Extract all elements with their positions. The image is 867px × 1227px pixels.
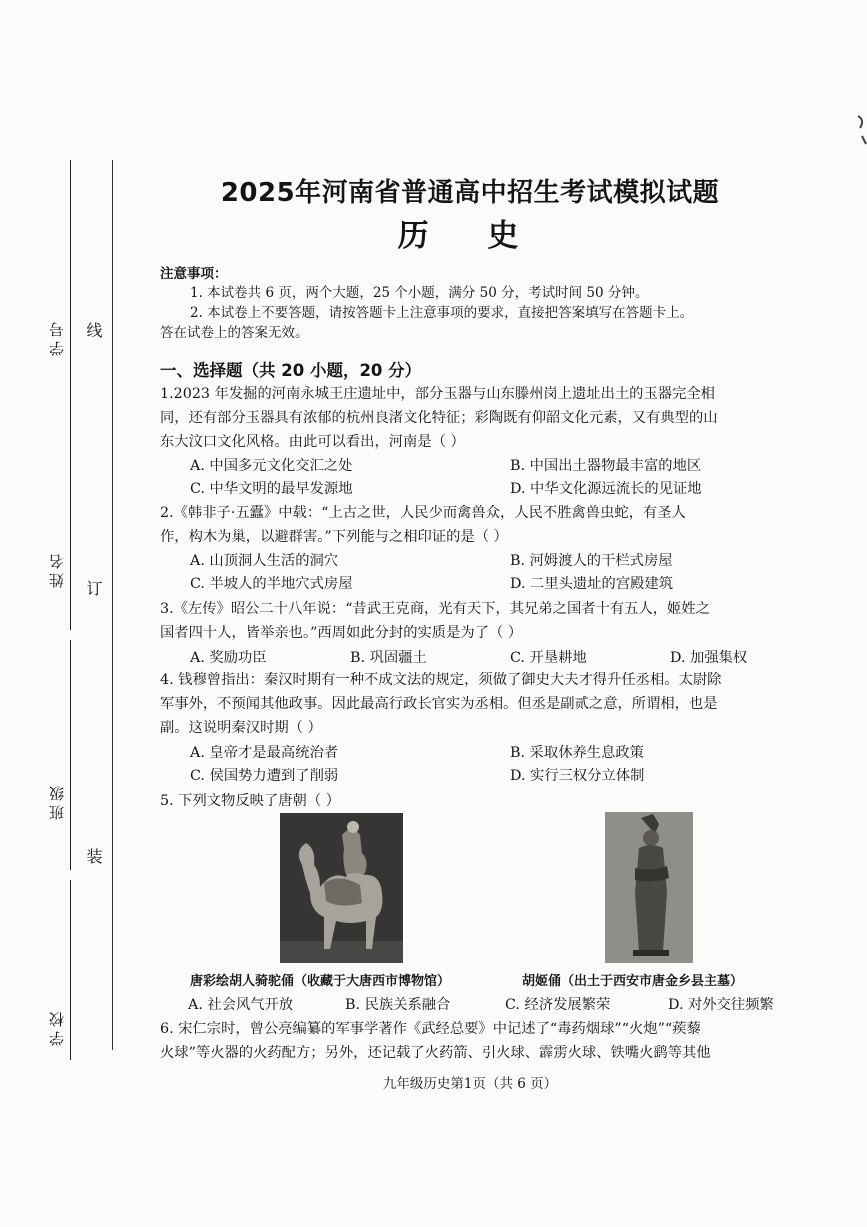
class-label: 班级	[48, 782, 66, 820]
binding-mark-line: 线	[84, 322, 103, 338]
question-4-line: 副。这说明秦汉时期（ ）	[160, 720, 322, 736]
option-a: A. 山顶洞人生活的洞穴	[190, 553, 339, 569]
exam-title: 2025年河南省普通高中招生考试模拟试题	[220, 178, 720, 208]
option-d: D. 实行三权分立体制	[510, 768, 645, 784]
student-id-field[interactable]	[70, 160, 71, 400]
question-4-line: 4. 钱穆曾指出：秦汉时期有一种不成文法的规定，须做了御史大夫才得升任丞相。太尉除	[160, 672, 722, 688]
option-d: D. 加强集权	[670, 650, 748, 666]
option-b: B. 中国出土器物最丰富的地区	[510, 458, 702, 474]
option-d: D. 二里头遗址的宫殿建筑	[510, 576, 674, 592]
page-footer: 九年级历史第1页（共 6 页）	[382, 1076, 558, 1092]
question-6-line: 火球”等火器的火药配方；另外，还记载了火药箭、引火球、霹雳火球、铁嘴火鹞等其他	[160, 1045, 711, 1061]
option-a: A. 奖励功臣	[190, 650, 267, 666]
option-c: C. 侯国势力遭到了削弱	[190, 768, 339, 784]
option-b: B. 民族关系融合	[345, 997, 451, 1013]
option-a: A. 皇帝才是最高统治者	[190, 745, 339, 761]
question-4-line: 军事外，不预闻其他政事。因此最高行政长官实为丞相。但丞是副贰之意，所谓相，也是	[160, 696, 718, 712]
question-1-line: 1.2023 年发掘的河南永城王庄遗址中，部分玉器与山东滕州岗上遗址出土的玉器完全相	[160, 386, 715, 402]
name-field[interactable]	[70, 400, 71, 630]
binding-mark-staple: 订	[84, 580, 103, 596]
scan-edge-artifact	[856, 110, 867, 150]
option-d: D. 中华文化源远流长的见证地	[510, 481, 702, 497]
option-a: A. 中国多元文化交汇之处	[190, 458, 353, 474]
image-caption: 胡姬俑（出土于西安市唐金乡县主墓）	[522, 974, 744, 989]
question-2-line: 作，构木为巢，以避群害。”下列能与之相印证的是（ ）	[160, 529, 508, 545]
option-b: B. 采取休养生息政策	[510, 745, 644, 761]
class-field[interactable]	[70, 640, 71, 870]
note-item: 2. 本试卷上不要答题，请按答题卡上注意事项的要求，直接把答案填写在答题卡上。	[190, 305, 694, 321]
question-3-line: 国者四十人，皆举亲也。”西周如此分封的实质是为了（ ）	[160, 625, 523, 641]
subject-title: 历 史	[397, 218, 543, 254]
note-item: 1. 本试卷共 6 页，两个大题，25 个小题，满分 50 分，考试时间 50 分钟。	[190, 285, 649, 301]
option-a: A. 社会风气开放	[188, 997, 294, 1013]
option-c: C. 经济发展繁荣	[505, 997, 611, 1013]
option-c: C. 开垦耕地	[510, 650, 587, 666]
question-1-line: 东大汶口文化风格。由此可以看出，河南是（ ）	[160, 434, 465, 450]
question-6-line: 6. 宋仁宗时，曾公亮编纂的军事学著作《武经总要》中记述了“毒药烟球”“火炮”“蒺藜	[160, 1021, 701, 1037]
section-heading: 一、选择题（共 20 小题，20 分）	[160, 361, 422, 380]
option-d: D. 对外交往频繁	[668, 997, 774, 1013]
option-b: B. 巩固疆土	[350, 650, 427, 666]
school-label: 学校	[48, 1008, 66, 1046]
school-field[interactable]	[70, 880, 71, 1060]
question-1-line: 同，还有部分玉器具有浓郁的杭州良渚文化特征；彩陶既有仰韶文化元素，又有典型的山	[160, 410, 718, 426]
binding-line	[112, 160, 113, 1050]
option-c: C. 中华文明的最早发源地	[190, 481, 353, 497]
hu-ji-figurine-image	[605, 812, 693, 963]
question-2-line: 2.《韩非子·五蠹》中载：“上古之世，人民少而禽兽众，人民不胜禽兽虫蛇，有圣人	[160, 505, 686, 521]
question-3-line: 3.《左传》昭公二十八年说：“昔武王克商，光有天下，其兄弟之国者十有五人，姬姓之	[160, 601, 710, 617]
camel-figurine-image	[280, 813, 403, 963]
note-item: 答在试卷上的答案无效。	[160, 325, 309, 341]
notes-heading: 注意事项：	[160, 266, 228, 282]
student-id-label: 学号	[48, 318, 66, 356]
name-label: 姓名	[48, 550, 66, 588]
image-caption: 唐彩绘胡人骑驼俑（收藏于大唐西市博物馆）	[190, 974, 451, 989]
option-c: C. 半坡人的半地穴式房屋	[190, 576, 353, 592]
binding-mark-bind: 装	[84, 848, 103, 864]
option-b: B. 河姆渡人的干栏式房屋	[510, 553, 673, 569]
question-5-line: 5. 下列文物反映了唐朝（ ）	[160, 793, 340, 809]
